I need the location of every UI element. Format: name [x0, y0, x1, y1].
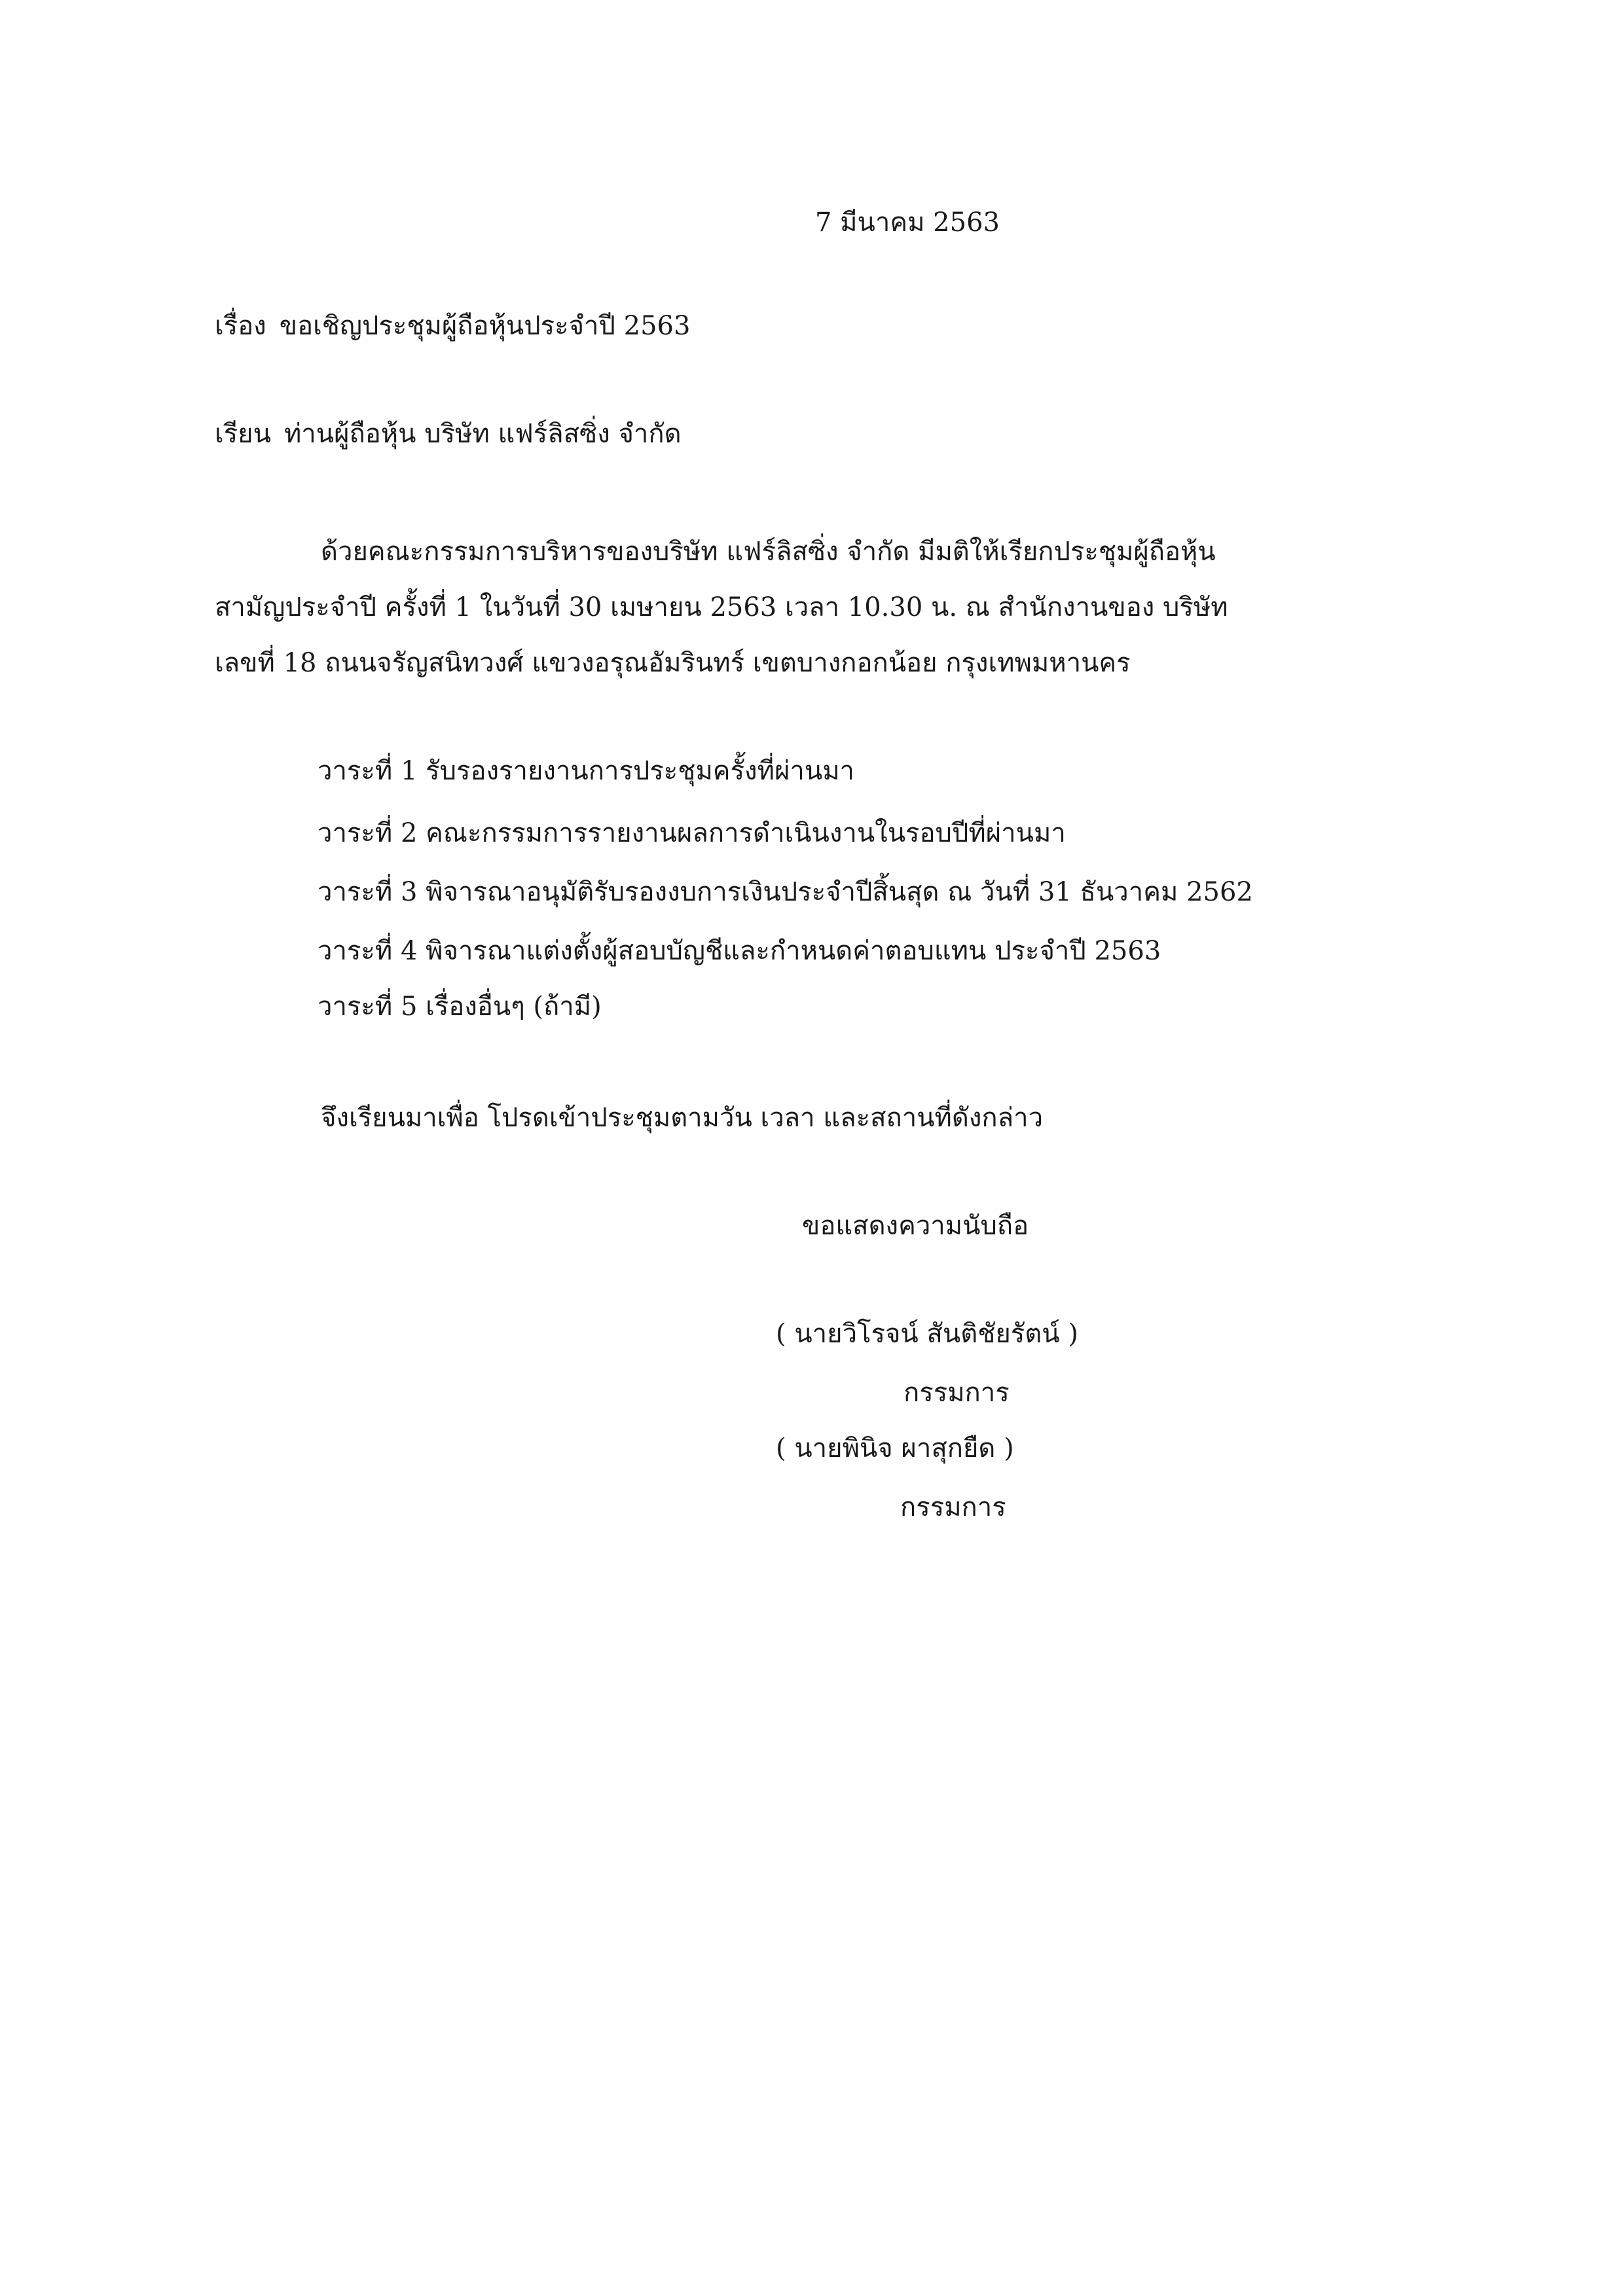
body-paragraph-line-2: สามัญประจำปี ครั้งที่ 1 ในวันที่ 30 เมษายน 2563 เวลา 10.30 น. ณ สำนักงานของ บริษัท — [215, 592, 1228, 622]
agenda-item-3: วาระที่ 3 พิจารณาอนุมัติรับรองงบการเงินประจำปีสิ้นสุด ณ วันที่ 31 ธันวาคม 2562 — [318, 877, 1253, 907]
agenda-item-5: วาระที่ 5 เรื่องอื่นๆ (ถ้ามี) — [318, 992, 602, 1022]
signatory-2-title: กรรมการ — [900, 1492, 1006, 1522]
recipient-label: เรียน — [215, 419, 271, 449]
body-paragraph-line-3: เลขที่ 18 ถนนจรัญสนิทวงศ์ แขวงอรุณอัมรินทร์ เขตบางกอกน้อย กรุงเทพมหานคร — [215, 648, 1131, 678]
signatory-1-name: ( นายวิโรจน์ สันติชัยรัตน์ ) — [776, 1319, 1078, 1349]
signatory-1-title: กรรมการ — [903, 1378, 1010, 1408]
regards-text: ขอแสดงความนับถือ — [802, 1211, 1029, 1241]
agenda-item-1: วาระที่ 1 รับรองรายงานการประชุมครั้งที่ผ่านมา — [318, 756, 855, 786]
subject-text: ขอเชิญประชุมผู้ถือหุ้นประจำปี 2563 — [279, 311, 691, 341]
subject-label: เรื่อง — [215, 311, 266, 341]
agenda-item-2: วาระที่ 2 คณะกรรมการรายงานผลการดำเนินงานในรอบปีที่ผ่านมา — [318, 818, 1066, 848]
closing-sentence: จึงเรียนมาเพื่อ โปรดเข้าประชุมตามวัน เวลา และสถานที่ดังกล่าว — [321, 1103, 1044, 1133]
subject-line — [215, 308, 690, 344]
recipient-line — [215, 416, 682, 452]
agenda-item-4: วาระที่ 4 พิจารณาแต่งตั้งผู้สอบบัญชีและกำหนดค่าตอบแทน ประจำปี 2563 — [318, 936, 1161, 966]
recipient-text: ท่านผู้ถือหุ้น บริษัท แฟร์ลิสซิ่ง จำกัด — [283, 419, 682, 449]
signatory-2-name: ( นายพินิจ ผาสุกยืด ) — [776, 1433, 1014, 1463]
letter-date: 7 มีนาคม 2563 — [815, 207, 1000, 238]
body-paragraph-line-1: ด้วยคณะกรรมการบริหารของบริษัท แฟร์ลิสซิ่ง จำกัด มีมติให้เรียกประชุมผู้ถือหุ้น — [321, 537, 1216, 567]
